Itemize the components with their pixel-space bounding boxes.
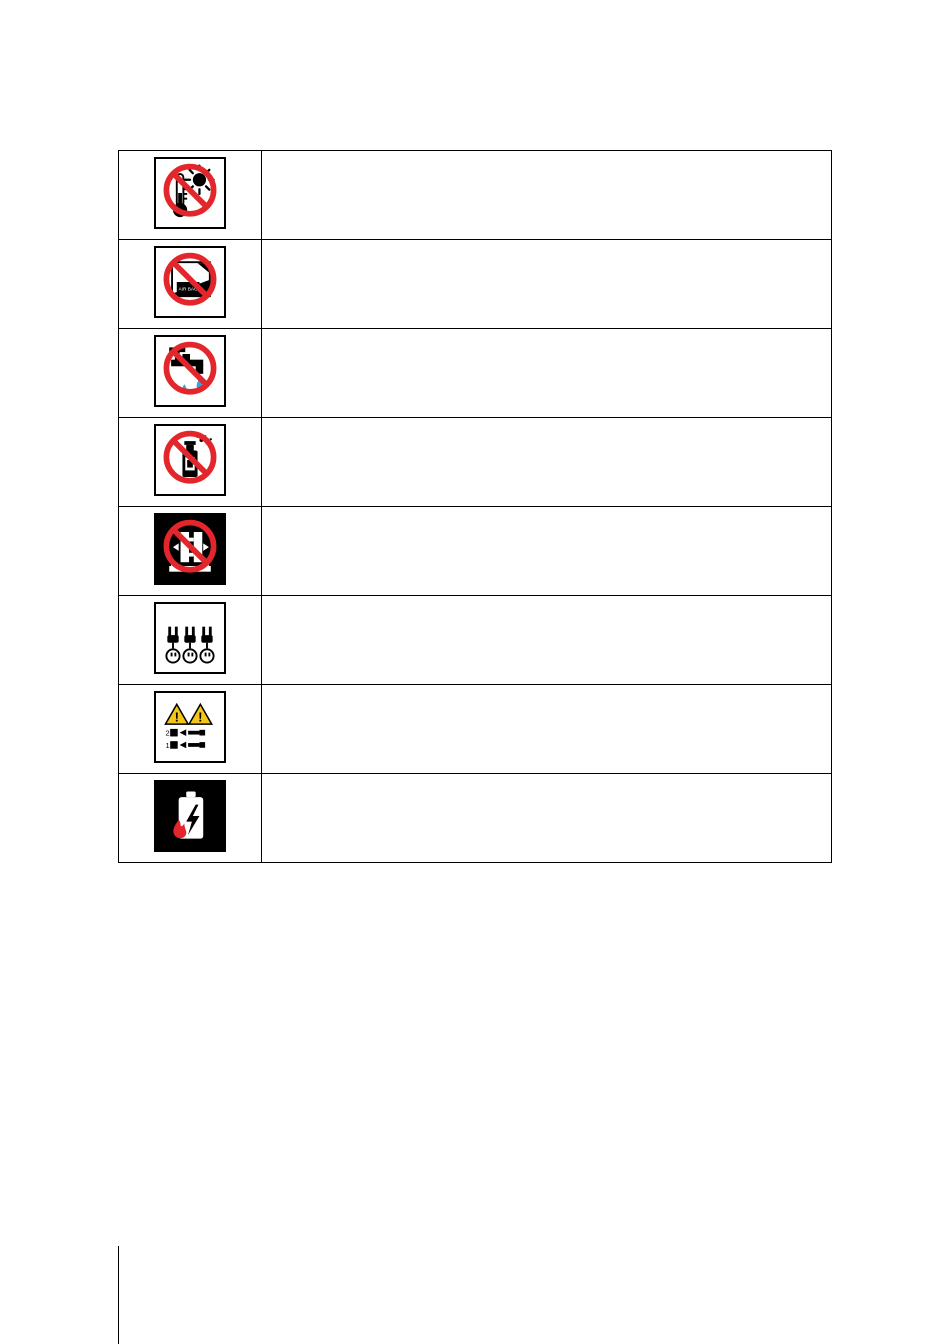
battery-fire-hazard-icon [154, 780, 226, 852]
icon-cell [119, 507, 262, 596]
description-cell [262, 151, 832, 240]
icon-cell [119, 596, 262, 685]
description-cell [262, 329, 832, 418]
icon-cell [119, 240, 262, 329]
table-row [119, 418, 832, 507]
power-plugs-outlets-icon [154, 602, 226, 674]
icon-cell [119, 774, 262, 863]
svg-text:2: 2 [165, 728, 170, 737]
warning-connection-order-icon [154, 691, 226, 763]
svg-text:AIR BAG: AIR BAG [178, 287, 198, 292]
no-water-icon [154, 335, 226, 407]
description-cell [262, 596, 832, 685]
table-row [119, 329, 832, 418]
svg-text:!: ! [174, 708, 179, 724]
svg-text:1: 1 [165, 740, 170, 750]
icon-cell [119, 329, 262, 418]
icon-cell [119, 418, 262, 507]
no-aerosol-spray-icon [154, 424, 226, 496]
table-body [119, 151, 832, 863]
table-row [119, 240, 832, 329]
table-row [119, 507, 832, 596]
table-row [119, 774, 832, 863]
icon-cell [119, 151, 262, 240]
safety-precautions-table [118, 150, 832, 863]
description-cell [262, 774, 832, 863]
table-row [119, 151, 832, 240]
description-cell [262, 240, 832, 329]
no-high-temperature-icon [154, 157, 226, 229]
no-direct-sunlight-car-icon [154, 246, 226, 318]
no-disassembly-icon [154, 513, 226, 585]
description-cell [262, 418, 832, 507]
page-left-rule [118, 1246, 119, 1344]
description-cell [262, 507, 832, 596]
icon-cell [119, 685, 262, 774]
table-row [119, 685, 832, 774]
svg-text:!: ! [198, 708, 203, 724]
description-cell [262, 685, 832, 774]
table-row [119, 596, 832, 685]
